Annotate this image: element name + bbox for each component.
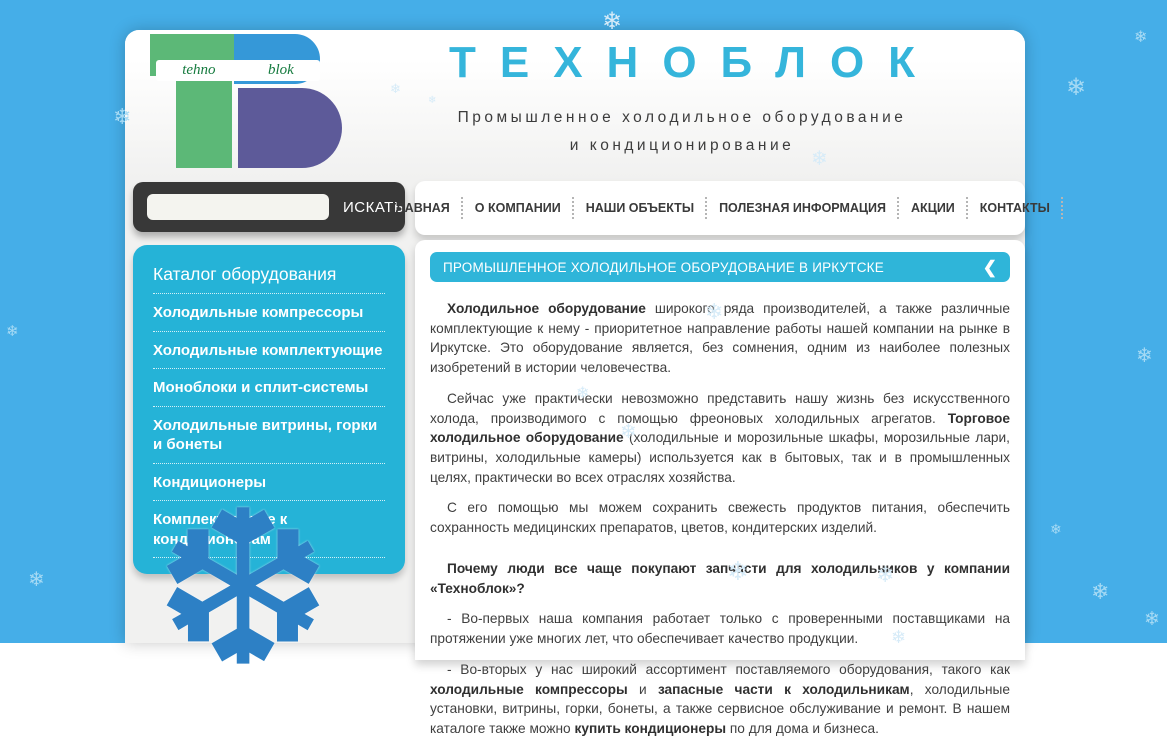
paragraph (430, 609, 1010, 648)
snowflake-icon (6, 324, 19, 339)
snowflake-icon (1144, 610, 1160, 629)
site-title: ТЕХНОБЛОК (448, 38, 940, 87)
logo-shape-purple-bottom (238, 88, 342, 168)
search-button[interactable]: ИСКАТЬ (343, 198, 405, 216)
logo-word-tehno: tehno (182, 62, 216, 78)
paragraph (430, 559, 1010, 598)
subtitle-line1: Промышленное холодильное оборудование (457, 109, 907, 126)
main-content-panel (415, 240, 1025, 736)
nav-item-contacts[interactable]: КОНТАКТЫ (968, 197, 1063, 219)
search-box (133, 182, 405, 232)
site-subtitle (357, 104, 1007, 160)
body-text: С его помощью мы можем сохранить свежесть продуктов питания, обеспечить сохранность медицинских препаратов, цветов, кондитерских изделий. (430, 500, 1010, 536)
logo[interactable] (150, 34, 340, 169)
bold-text: купить кондиционеры (574, 720, 727, 736)
search-input[interactable] (147, 194, 329, 220)
logo-wordmark (156, 60, 320, 81)
paragraph (430, 389, 1010, 488)
snowflake-icon (1136, 346, 1153, 366)
catalog-title: Каталог оборудования (153, 257, 385, 294)
logo-word-blok: blok (267, 62, 294, 78)
bold-text: холодильные компрессоры (430, 681, 628, 697)
content-column (125, 30, 1050, 736)
nav-item-about[interactable]: О КОМПАНИИ (463, 197, 574, 219)
article (430, 288, 1010, 750)
paragraph (430, 660, 1010, 739)
sidebar-item-monoblocks[interactable]: Моноблоки и сплит-системы (153, 369, 385, 407)
nav-item-objects[interactable]: НАШИ ОБЪЕКТЫ (574, 197, 707, 219)
site-header (125, 30, 1025, 178)
body-text: Сейчас уже практически невозможно представить нашу жизнь без искусственного холода, производимого с помощью фреоновых холодильных агрегатов. (430, 390, 1010, 426)
snowflake-icon (1050, 522, 1062, 536)
body-text: и (627, 681, 658, 697)
body-text: (холодильные и морозильные шкафы, морозильные лари, витрины, холодильные камеры) используется как в бытовых, так и в промышленных целях, практически во всех отраслях хозяйства. (430, 430, 1010, 485)
bold-text: Холодильное оборудование (447, 301, 646, 316)
paragraph (430, 498, 1010, 537)
sidebar-item-components[interactable]: Холодильные комплектующие (153, 332, 385, 370)
sidebar-item-showcases[interactable]: Холодильные витрины, горки и бонеты (153, 407, 385, 464)
body-text: по для дома и бизнеса. (726, 720, 879, 736)
logo-shape-green-stem (176, 34, 232, 168)
snowflake-icon (1066, 76, 1086, 100)
chevron-left-icon[interactable]: ❮ (982, 257, 997, 277)
body-text: , холодильные установки, витрины, горки, бонеты, а также сервисное обслуживание и ремонт. В нашем каталоге также можно (430, 681, 1010, 736)
snowflake-icon (28, 570, 45, 590)
body-text: - Во-первых наша компания работает только с проверенными поставщиками на протяжении уже многих лет, что обеспечивает качество продукции. (430, 611, 1010, 647)
bold-text: запасные части к холодильникам (657, 681, 910, 697)
paragraph (430, 299, 1010, 378)
bold-text: Почему люди все чаще покупают запчасти для холодильников у компании «Техноблок»? (430, 560, 1010, 596)
main-nav (389, 181, 1050, 235)
snowflake-icon (1134, 30, 1147, 46)
sidebar-item-compressors[interactable]: Холодильные компрессоры (153, 294, 385, 332)
snowflake-icon (1091, 581, 1109, 603)
page-title: ПРОМЫШЛЕННОЕ ХОЛОДИЛЬНОЕ ОБОРУДОВАНИЕ В ИРКУТСКЕ (443, 259, 884, 275)
nav-item-info[interactable]: ПОЛЕЗНАЯ ИНФОРМАЦИЯ (707, 197, 899, 219)
body-text: широкого ряда производителей, а также различные комплектующие к нему - приоритетное направление работы нашей компании на рынке в Иркутске. Это оборудование является, без сомнения, одним из наиболее полезных изобретений в истории человечества. (430, 301, 1010, 376)
subtitle-line2: и кондиционирование (569, 136, 795, 154)
sidebar-item-conditioners[interactable]: Кондиционеры (153, 464, 385, 502)
body-text: - Во-вторых у нас широкий ассортимент поставляемого оборудования, такого как (447, 661, 1010, 677)
bold-text: Торговое холодильное оборудование (430, 410, 1010, 446)
big-snowflake-icon (153, 482, 333, 697)
nav-item-promos[interactable]: АКЦИИ (899, 197, 968, 219)
sidebar-item-ac-components[interactable]: Комплектующие к кондиционерам (153, 501, 385, 558)
nav-item-home[interactable]: ГЛАВНАЯ (377, 197, 463, 219)
page-heading-bar (430, 252, 1010, 282)
